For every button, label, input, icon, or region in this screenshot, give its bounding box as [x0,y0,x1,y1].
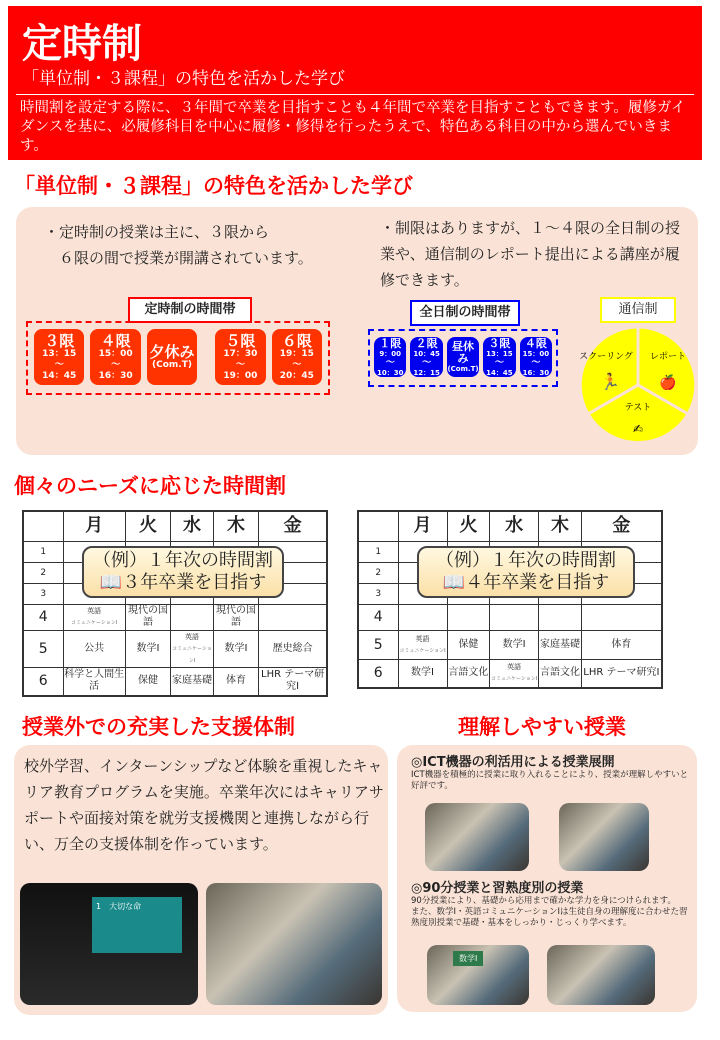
period-name: ２限 [415,336,438,350]
table-row [23,604,327,630]
day-header: 金 [581,511,662,541]
math-photo-1 [427,945,529,1005]
timetable-cell: 数学Ⅰ [490,630,539,659]
period-name: ５限 [225,331,256,350]
period-end: 12：15 [413,368,440,377]
period-name: ４限 [524,336,547,350]
timetable-cell: 数学Ⅰ [125,630,171,667]
day-header: 水 [171,511,213,541]
period-sep: ～ [422,357,432,368]
timetable-cell: 英語 コミュニケーションⅠ [398,630,447,659]
period-number: 5 [23,630,63,667]
day-header: 月 [398,511,447,541]
timetable-cell [539,604,582,630]
period-name: ３限 [488,336,511,350]
day-header: 火 [125,511,171,541]
period-end: 16：30 [98,370,133,381]
day-header: 木 [539,511,582,541]
day-header: 水 [490,511,539,541]
period-sep: ～ [385,357,395,368]
period-name: ３限 [44,331,75,350]
support-panel [14,745,388,1015]
pie-label-test: テスト [624,403,652,413]
zennichisei-label: 全日制の時間帯 [410,300,520,326]
callout-line2: 📖３年卒業を目指す [99,572,267,593]
period-start: 13：15 [42,348,77,359]
timetable-cell: 数学Ⅰ [398,659,447,688]
page-title: 定時制 [22,21,142,67]
day-header: 火 [447,511,490,541]
timetable-cell: 英語 コミュニケーションⅠ [171,630,213,667]
lesson90-text: 90分授業により、基礎から応用まで確かな学力を身につけられます。 また、数学Ⅰ・英語コミュニケーションⅠは生徒自身の理解度に合わせた習熟度別授業で基礎・基本をしっかり・じっくり学べます。 [411,896,688,928]
period-end: 14：45 [42,370,77,381]
period-start: 19：15 [279,348,314,359]
ict-title: ◎ICT機器の利活用による授業展開 [411,755,615,770]
period-block [374,337,406,377]
timetable-cell: 科学と人間生活 [63,667,125,696]
period-block [410,337,442,377]
period-number: 4 [23,604,63,630]
period-block [215,329,265,385]
period-name: ６限 [281,331,312,350]
period-number: 1 [358,541,398,562]
timetable-cell: 家庭基礎 [539,630,582,659]
timetable-callout [417,546,635,598]
timetable-cell [171,604,213,630]
period-start: 9：00 [379,349,402,358]
section-heading: 授業外での充実した支援体制 [22,715,295,739]
period-block [520,337,552,377]
header-banner [8,6,702,160]
period-number: 2 [358,562,398,583]
period-block [483,337,515,377]
writing-hand-icon: ✍ [632,422,644,436]
ict-photo-2 [559,803,649,871]
math-photo-2 [547,945,655,1005]
period-number: 5 [358,630,398,659]
timetable-cell [398,604,447,630]
callout-line1: （例）１年次の時間割 [436,550,616,571]
period-name: ４限 [100,331,131,350]
period-name: 夕休み [149,342,195,361]
period-number: 3 [23,583,63,604]
day-header: 月 [63,511,125,541]
teijisei-timeline [26,321,330,395]
day-header: 金 [259,511,327,541]
period-sep: ～ [292,359,302,370]
period-start: 13：15 [486,349,513,358]
apple-pencil-icon: 🍎 [659,375,677,391]
subject: 英語 [87,607,102,615]
timetable-cell: 数学Ⅰ [213,630,259,667]
period-number: 6 [358,659,398,688]
period-start: (Com.T) [447,365,479,373]
right-note: ・制限はありますが、１～４限の全日制の授業や、通信制のレポート提出による講座が履修できます。 [380,219,681,289]
timetable-cell: 現代の国語 [125,604,171,630]
timetable [357,510,663,689]
tsushinsei-pie [578,325,698,445]
period-number: 4 [358,604,398,630]
left-note: ・定時制の授業は主に、３限から ６限の間で授業が開講されています。 [44,223,313,267]
table-row [358,659,662,688]
lecture-photo [20,883,198,1005]
section1-panel [16,207,698,455]
period-name: １限 [379,336,402,350]
timetable-cell: 言語文化 [447,659,490,688]
timetable-cell: 体育 [581,630,662,659]
timetable-cell [447,604,490,630]
timetable-cell: LHR テーマ研究Ⅰ [259,667,327,696]
timetable-cell: 体育 [213,667,259,696]
lesson90-title: ◎90分授業と習熟度別の授業 [411,881,584,896]
timetable-callout [82,546,284,598]
period-sep: ～ [235,359,245,370]
corner-cell [358,511,398,541]
subject: 英語 [415,634,430,643]
period-number: 3 [358,583,398,604]
period-end: 19：00 [223,370,258,381]
header-description: 時間割を設定する際に、３年間で卒業を目指すことも４年間で卒業を目指すこともできます。履修ガイダンスを基に、必履修科目を中心に履修・修得を行ったうえで、特色ある科目の中から選んでいきます。 [20,100,686,154]
period-sep: ～ [54,359,64,370]
table-row [358,630,662,659]
teijisei-label: 定時制の時間帯 [128,297,252,323]
period-start: 17：30 [223,348,258,359]
timetable-cell [490,604,539,630]
callout-line1: （例）１年次の時間割 [93,550,273,571]
page-subtitle: 「単位制・３課程」の特色を活かした学び [22,69,345,89]
timetable-cell: 英語 コミュニケーションⅠ [490,659,539,688]
timetable-cell: LHR テーマ研究Ⅰ [581,659,662,688]
period-end: 16：30 [522,368,550,377]
period-number: 6 [23,667,63,696]
period-end: 14：45 [486,368,513,377]
timetable-cell: 言語文化 [539,659,582,688]
period-number: 1 [23,541,63,562]
timetable [22,510,328,697]
slide-text: 1 大切な命 [92,897,182,953]
support-text: 校外学習、インターンシップなど体験を重視したキャリア教育プログラムを実施。卒業年次にはキャリアサポートや面接対策を就労支援機関と連携しながら行い、万全の支援体制を作っています。 [24,757,384,853]
board-text: 数学Ⅰ [453,951,483,966]
timetable-cell: 歴史総合 [259,630,327,667]
period-start: 15：00 [522,349,550,358]
classroom-photo [206,883,382,1005]
timetable-cell [581,604,662,630]
period-start: (Com.T) [152,359,192,370]
period-block [90,329,140,385]
period-start: 10：45 [413,349,440,358]
table-row [358,604,662,630]
period-sep: ～ [111,359,121,370]
section-heading: 「単位制・３課程」の特色を活かした学び [14,174,413,198]
timetable-cell: 公共 [63,630,125,667]
subject: 英語 [507,663,522,672]
period-end: 20：45 [279,370,314,381]
period-end: 10：30 [376,368,404,377]
day-header: 木 [213,511,259,541]
section-heading: 理解しやすい授業 [458,715,626,739]
ict-text: ICT機器を積極的に授業に取り入れることにより、授業が理解しやすいと好評です。 [411,770,689,791]
period-block [147,329,197,385]
period-name: 昼休み [452,340,475,365]
period-number: 2 [23,562,63,583]
divider [16,94,694,95]
table-row [23,667,327,696]
running-person-icon: 🏃 [600,372,620,391]
timetable-cell: 保健 [125,667,171,696]
subject: 英語 [184,632,199,641]
tsushinsei-label: 通信制 [600,297,676,323]
period-sep: ～ [531,357,541,368]
period-block [34,329,84,385]
period-block [272,329,322,385]
pie-label-report: レポート [649,352,687,362]
pie-label-schooling: スクーリング [579,352,633,362]
zennichisei-timeline [368,329,558,387]
table-row [23,630,327,667]
timetable-cell [259,604,327,630]
timetable-cell: 保健 [447,630,490,659]
ict-photo-1 [425,803,529,871]
period-sep: ～ [494,357,504,368]
timetable-cell: 家庭基礎 [171,667,213,696]
section-heading: 個々のニーズに応じた時間割 [14,474,286,498]
period-block [447,337,479,377]
callout-line2: 📖４年卒業を目指す [442,572,610,593]
corner-cell [23,511,63,541]
timetable-cell: 英語 コミュニケーションⅠ [63,604,125,630]
lessons-panel [397,745,697,1012]
timetable-cell: 現代の国語 [213,604,259,630]
period-start: 15：00 [98,348,133,359]
